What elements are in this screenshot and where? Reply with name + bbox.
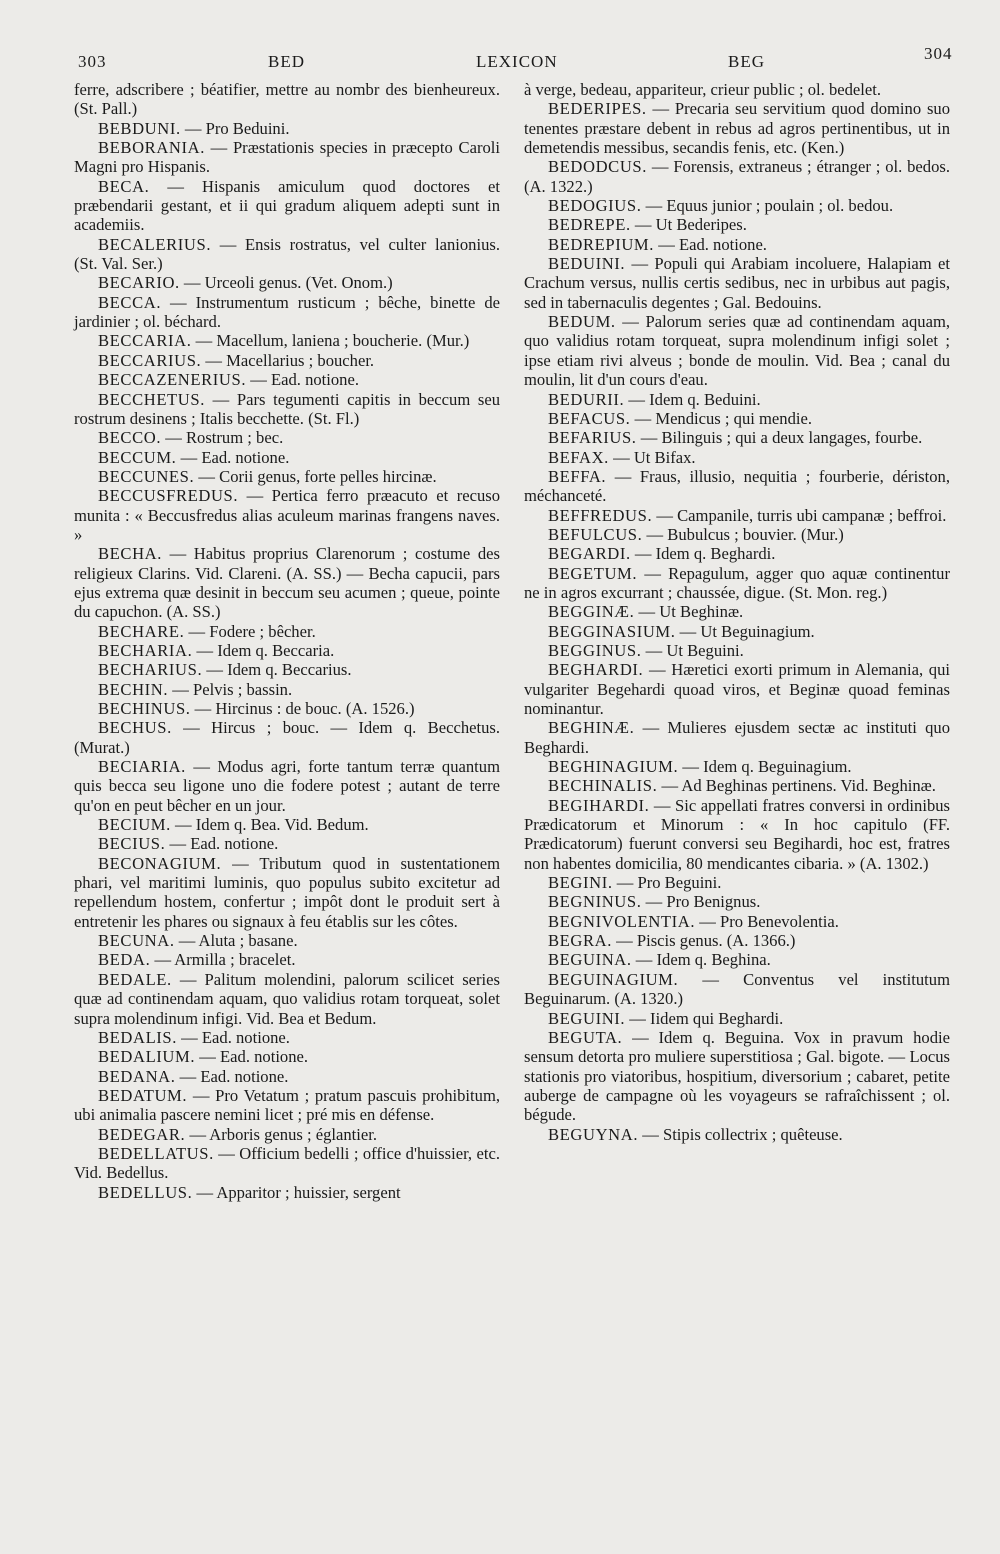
entry-definition: — Præstationis species in præcepto Caroli Magni pro Hispanis. (74, 138, 500, 177)
entry-definition: — Campanile, turris ubi campanæ ; beffroi. (652, 505, 947, 525)
entry-definition: — Precaria seu servitium quod domino suo tenentes præstare debent in rebus ad agros pertinentibus, ut in demetendis messibus, secandis fenis, etc. (Ken.) (524, 99, 950, 158)
entry-headword: BEDALE. (98, 969, 172, 989)
dictionary-entry (74, 119, 500, 138)
entry-definition: — Ensis rostratus, vel culter lanionius. (St. Val. Ser.) (74, 234, 500, 274)
entry-headword: BECIUS. (98, 834, 166, 854)
dictionary-entry (74, 970, 500, 1028)
entry-headword: BEBDUNI. (98, 118, 181, 138)
dictionary-entry (74, 757, 500, 815)
dictionary-entry (74, 1183, 500, 1202)
entry-headword: BEDALIUM. (98, 1047, 196, 1067)
entry-headword: BEDALIS. (98, 1027, 178, 1047)
entry-headword: BECCAZENERIUS. (98, 370, 247, 390)
entry-headword: BEGGINASIUM. (548, 621, 676, 641)
entry-headword: BEGHARDI. (548, 660, 644, 680)
entry-definition: — Idem q. Beghardi. (630, 544, 776, 564)
running-head-left: BED (268, 52, 305, 71)
entry-headword: BECIARIA. (98, 757, 186, 777)
entry-definition: ferre, adscribere ; béatifier, mettre au nombr des bienheureux. (St. Pall.) (74, 80, 500, 119)
dictionary-entry (524, 544, 950, 563)
entry-headword: BEDUM. (548, 312, 616, 332)
entry-definition: — Pertica ferro præacuto et recuso munita : « Beccusfredus alias aculeum marinas frangens naves. » (74, 486, 500, 544)
entry-headword: BECALERIUS. (98, 234, 212, 254)
entry-definition: — Hispanis amiculum quod doctores et præbendarii gestant, et ii qui gradum aliquem adepti sunt in academiis. (74, 176, 500, 235)
entry-headword: BECUNA. (98, 931, 175, 951)
entry-definition: — Modus agri, forte tantum terræ quantum quis becca seu ligone uno die fodere potest ; autant de terre qu'on en peut bêcher en un jour. (74, 757, 500, 815)
entry-definition: — Rostrum ; bec. (161, 428, 284, 448)
entry-definition: — Ut Bifax. (608, 447, 696, 467)
entry-definition: — Pars tegumenti capitis in beccum seu rostrum desinens ; Italis becchette. (St. Fl.) (74, 389, 500, 428)
dictionary-entry (524, 564, 950, 603)
entry-definition: — Aluta ; basane. (174, 931, 298, 951)
dictionary-entry (524, 254, 950, 312)
dictionary-entry (74, 448, 500, 467)
right-column (524, 80, 950, 1144)
dictionary-entry (524, 796, 950, 873)
entry-definition: — Pro Beguini. (612, 873, 722, 893)
entry-definition: — Ut Beguini. (641, 640, 744, 660)
entry-headword: BEDODCUS. (548, 157, 647, 177)
entry-headword: BECCARIUS. (98, 350, 202, 370)
entry-definition: — Iidem qui Beghardi. (625, 1008, 784, 1028)
dictionary-entry (74, 1067, 500, 1086)
entry-definition: — Ead. notione. (177, 1027, 290, 1047)
dictionary-entry (524, 912, 950, 931)
entry-headword: BECCUSFREDUS. (98, 486, 239, 506)
entry-definition: — Idem q. Beguinagium. (678, 757, 852, 777)
entry-headword: BEGHINAGIUM. (548, 757, 679, 777)
dictionary-entry (524, 641, 950, 660)
dictionary-entry (74, 699, 500, 718)
dictionary-entry (524, 931, 950, 950)
entry-definition: — Ut Beguinagium. (675, 621, 815, 641)
entry-headword: BEDREPE. (548, 215, 631, 235)
dictionary-entry (524, 950, 950, 969)
entry-headword: BEGUTA. (548, 1027, 623, 1047)
entry-headword: BEGUYNA. (548, 1124, 639, 1144)
dictionary-entry (74, 370, 500, 389)
entry-headword: BECHINUS. (98, 699, 191, 718)
dictionary-entry (74, 351, 500, 370)
entry-headword: BECCARIA. (98, 331, 192, 351)
entry-headword: BECCO. (98, 428, 162, 448)
entry-headword: BEDREPIUM. (548, 234, 655, 254)
dictionary-entry (524, 196, 950, 215)
dictionary-entry (524, 757, 950, 776)
entry-headword: BEGUINI. (548, 1008, 626, 1028)
dictionary-entry (74, 815, 500, 834)
dictionary-entry (524, 80, 950, 99)
dictionary-entry (524, 1009, 950, 1028)
dictionary-entry (524, 1028, 950, 1125)
dictionary-entry (74, 486, 500, 544)
dictionary-entry (74, 641, 500, 660)
entry-headword: BEFAX. (548, 447, 609, 467)
dictionary-entry (524, 602, 950, 621)
entry-headword: BEDANA. (98, 1066, 176, 1086)
entry-headword: BEDELLATUS. (98, 1143, 214, 1163)
dictionary-entry (74, 1144, 500, 1183)
page-number-right: 304 (924, 44, 953, 63)
entry-headword: BECCHETUS. (98, 389, 205, 409)
entry-definition: — Forensis, extraneus ; étranger ; ol. bedos. (A. 1322.) (524, 157, 950, 196)
entry-definition: — Hircus ; bouc. — Idem q. Becchetus. (Murat.) (74, 718, 500, 757)
entry-definition: — Fodere ; bêcher. (184, 621, 316, 641)
dictionary-entry (524, 506, 950, 525)
dictionary-entry (74, 834, 500, 853)
entry-definition: — Ad Beghinas pertinens. Vid. Beghinæ. (657, 776, 936, 796)
dictionary-entry (524, 467, 950, 506)
entry-headword: BEFULCUS. (548, 524, 643, 544)
entry-definition: — Pro Beduini. (180, 118, 290, 138)
dictionary-entry (524, 390, 950, 409)
entry-definition: — Mendicus ; qui mendie. (630, 408, 813, 428)
entry-definition: — Ead. notione. (654, 234, 767, 254)
entry-definition: — Officium bedelli ; office d'huissier, etc. Vid. Bedellus. (74, 1143, 500, 1183)
entry-definition: — Ead. notione. (246, 370, 359, 390)
dictionary-entry (524, 99, 950, 157)
dictionary-entry (74, 390, 500, 429)
dictionary-entry (524, 525, 950, 544)
dictionary-entry (524, 892, 950, 911)
entry-definition: — Pelvis ; bassin. (168, 679, 293, 699)
running-head-right: BEG (728, 52, 765, 71)
entry-headword: BECONAGIUM. (98, 853, 222, 873)
entry-definition: — Macellum, laniena ; boucherie. (Mur.) (191, 331, 470, 351)
entry-headword: BEGGINUS. (548, 640, 642, 660)
entry-headword: BEDUINI. (548, 254, 626, 274)
entry-definition: — Ut Beghinæ. (634, 602, 744, 622)
entry-definition: — Ead. notione. (195, 1047, 309, 1067)
dictionary-entry (74, 950, 500, 969)
entry-definition: — Ut Bederipes. (630, 215, 747, 235)
entry-definition: — Idem q. Beccarius. (202, 660, 352, 680)
dictionary-entry (524, 312, 950, 389)
entry-headword: BECCUM. (98, 447, 177, 467)
dictionary-entry (524, 970, 950, 1009)
entry-definition: — Pro Benignus. (641, 892, 761, 912)
dictionary-entry (74, 854, 500, 931)
entry-definition: — Populi qui Arabiam incoluere, Halapiam et Crachum versus, nullis certis sedibus, nec in urbibus aut pagis, sed in tabernaculis degentes ; Gal. Bedouins. (524, 254, 950, 312)
entry-definition: — Idem q. Bea. Vid. Bedum. (170, 815, 369, 835)
dictionary-entry (74, 80, 500, 119)
dictionary-entry (74, 1028, 500, 1047)
entry-headword: BECHARE. (98, 621, 185, 641)
entry-headword: BEDOGIUS. (548, 196, 642, 216)
dictionary-entry (74, 331, 500, 350)
entry-headword: BEGRA. (548, 931, 612, 951)
entry-definition: — Corii genus, forte pelles hircinæ. (194, 466, 437, 486)
entry-definition: — Idem q. Beccaria. (192, 640, 335, 660)
entry-definition: — Apparitor ; huissier, sergent (192, 1182, 401, 1202)
running-head-center: LEXICON (476, 52, 558, 71)
entry-headword: BEGETUM. (548, 563, 638, 583)
dictionary-entry (524, 157, 950, 196)
left-column (74, 80, 500, 1202)
entry-headword: BEDATUM. (98, 1085, 188, 1105)
entry-definition: — Hircinus : de bouc. (A. 1526.) (190, 699, 415, 718)
dictionary-entry (74, 293, 500, 332)
entry-headword: BEFFREDUS. (548, 505, 653, 525)
dictionary-entry (74, 1125, 500, 1144)
entry-definition: — Idem q. Beghina. (631, 950, 771, 970)
entry-headword: BEFFA. (548, 466, 607, 486)
dictionary-entry (74, 680, 500, 699)
entry-definition: — Idem q. Beguina. Vox in pravum hodie sensum detorta pro muliere superstitiosa ; Gal. bigote. — Locus stationis pro viatoribus, hospitium, diversorium ; cabaret, petite auberge de campagne où les voyageurs se rafraîchissent ; ol. bégude. (524, 1027, 950, 1125)
entry-headword: BEGUINA. (548, 950, 632, 970)
entry-headword: BEGIHARDI. (548, 795, 650, 815)
entry-definition: — Bilinguis ; qui a deux langages, fourbe. (636, 428, 923, 448)
entry-definition: — Pro Vetatum ; pratum pascuis prohibitum, ubi animalia pascere nemini licet ; pré mis en défense. (74, 1085, 500, 1125)
entry-headword: BECHARIUS. (98, 660, 203, 680)
dictionary-entry (74, 428, 500, 447)
entry-definition: — Urceoli genus. (Vet. Onom.) (179, 273, 393, 293)
dictionary-entry (74, 544, 500, 621)
entry-headword: BEDEGAR. (98, 1124, 186, 1144)
page-number-left: 303 (78, 52, 107, 71)
entry-definition: — Stipis collectrix ; quêteuse. (638, 1124, 843, 1144)
entry-definition: — Repagulum, agger quo aquæ continentur ne in agros excurrant ; chaussée, digue. (St. Mon. reg.) (524, 563, 950, 602)
dictionary-entry (74, 467, 500, 486)
dictionary-entry (74, 931, 500, 950)
entry-headword: BECHIN. (98, 679, 169, 699)
dictionary-entry (74, 1086, 500, 1125)
dictionary-entry (524, 215, 950, 234)
dictionary-entry (74, 660, 500, 679)
entry-headword: BECHARIA. (98, 640, 193, 660)
entry-headword: BEFACUS. (548, 408, 631, 428)
dictionary-entry (524, 409, 950, 428)
entry-headword: BECHINALIS. (548, 776, 658, 796)
entry-headword: BEDURII. (548, 389, 625, 409)
entry-headword: BEGHINÆ. (548, 718, 635, 738)
entry-definition: — Ead. notione. (165, 834, 279, 854)
entry-definition: — Palorum series quæ ad continendam aquam, quo validius rotam torqueat, supra molendinum infigi solet ; ipse etiam rivi alveus ; bonde de moulin. Vid. Bea ; canal du moulin, lit d'un cours d'eau. (524, 312, 950, 390)
entry-definition: — Conventus vel institutum Beguinarum. (A. 1320.) (524, 969, 950, 1009)
dictionary-entry (524, 660, 950, 718)
entry-definition: — Tributum quod in sustentationem phari, vel maritimi luminis, quo populus subito excitetur ad repellendum hostem, confertur ; impôt dont le produit sert à entretenir les phares ou signaux à feu établis sur les côtes. (74, 853, 500, 931)
entry-headword: BECCUNES. (98, 466, 195, 486)
entry-definition: — Sic appellati fratres conversi in ordinibus Prædicatorum et Minorum : « In hoc capitulo (FF. Prædicatorum) fuerunt conversi seu Begihardi, hoc est, fratres non habentes domicilia, 80 mendicantes cibaria. » (A. 1302.) (524, 795, 950, 873)
dictionary-entry (74, 273, 500, 292)
entry-definition: à verge, bedeau, appariteur, crieur public ; ol. bedelet. (524, 80, 882, 99)
dictionary-entry (524, 873, 950, 892)
entry-headword: BECHA. (98, 544, 162, 564)
entry-headword: BECHUS. (98, 718, 172, 738)
dictionary-entry (524, 235, 950, 254)
entry-definition: — Habitus proprius Clarenorum ; costume des religieux Clarins. Vid. Clareni. (A. SS.) — Becha capucii, pars ejus extrema quæ desinit in beccum seu acumen ; queue, pointe du capuchon. (A. SS.) (74, 544, 500, 622)
entry-definition: — Idem q. Beduini. (624, 389, 761, 409)
dictionary-entry (74, 177, 500, 235)
entry-definition: — Ead. notione. (175, 1066, 289, 1086)
entry-headword: BEBORANIA. (98, 138, 205, 158)
entry-definition: — Palitum molendini, palorum scilicet series quæ ad continendam aquam, quo validius rotam torqueat, solet supra molendinum infigi. Vid. Bea et Bedum. (74, 969, 500, 1028)
dictionary-entry (524, 428, 950, 447)
dictionary-entry (74, 138, 500, 177)
entry-headword: BEGINI. (548, 873, 613, 893)
entry-headword: BEDA. (98, 950, 151, 970)
entry-headword: BEDERIPES. (548, 99, 647, 119)
entry-headword: BEFARIUS. (548, 428, 637, 448)
dictionary-entry (524, 622, 950, 641)
entry-definition: — Piscis genus. (A. 1366.) (612, 931, 796, 951)
entry-definition: — Instrumentum rusticum ; bêche, binette de jardinier ; ol. béchard. (74, 292, 500, 332)
entry-definition: — Equus junior ; poulain ; ol. bedou. (641, 196, 894, 216)
dictionary-entry (524, 448, 950, 467)
dictionary-entry (74, 1047, 500, 1066)
entry-definition: — Fraus, illusio, nequitia ; fourberie, dériston, méchanceté. (524, 466, 950, 506)
entry-headword: BEGUINAGIUM. (548, 969, 679, 989)
entry-definition: — Ead. notione. (176, 447, 290, 467)
entry-headword: BECIUM. (98, 815, 171, 835)
dictionary-entry (74, 622, 500, 641)
entry-headword: BEGGINÆ. (548, 602, 635, 622)
entry-headword: BEGARDI. (548, 544, 631, 564)
entry-headword: BEGNIVOLENTIA. (548, 911, 696, 931)
dictionary-entry (524, 718, 950, 757)
entry-headword: BECARIO. (98, 273, 180, 293)
dictionary-entry (74, 235, 500, 274)
entry-headword: BEDELLUS. (98, 1182, 193, 1202)
entry-definition: — Mulieres ejusdem sectæ ac instituti quo Beghardi. (524, 718, 950, 757)
dictionary-entry (524, 776, 950, 795)
entry-definition: — Armilla ; bracelet. (150, 950, 296, 970)
entry-definition: — Hæretici exorti primum in Alemania, qui vulgariter Begehardi quoad viros, et Beginæ quoad feminas nominantur. (524, 660, 950, 718)
entry-definition: — Macellarius ; boucher. (201, 350, 375, 370)
dictionary-entry (524, 1125, 950, 1144)
entry-definition: — Bubulcus ; bouvier. (Mur.) (642, 524, 844, 544)
dictionary-entry (74, 718, 500, 757)
page-header (0, 42, 1000, 82)
entry-headword: BEGNINUS. (548, 892, 642, 912)
entry-headword: BECA. (98, 176, 150, 196)
entry-definition: — Pro Benevolentia. (695, 911, 839, 931)
entry-headword: BECCA. (98, 292, 162, 312)
entry-definition: — Arboris genus ; églantier. (185, 1124, 378, 1144)
